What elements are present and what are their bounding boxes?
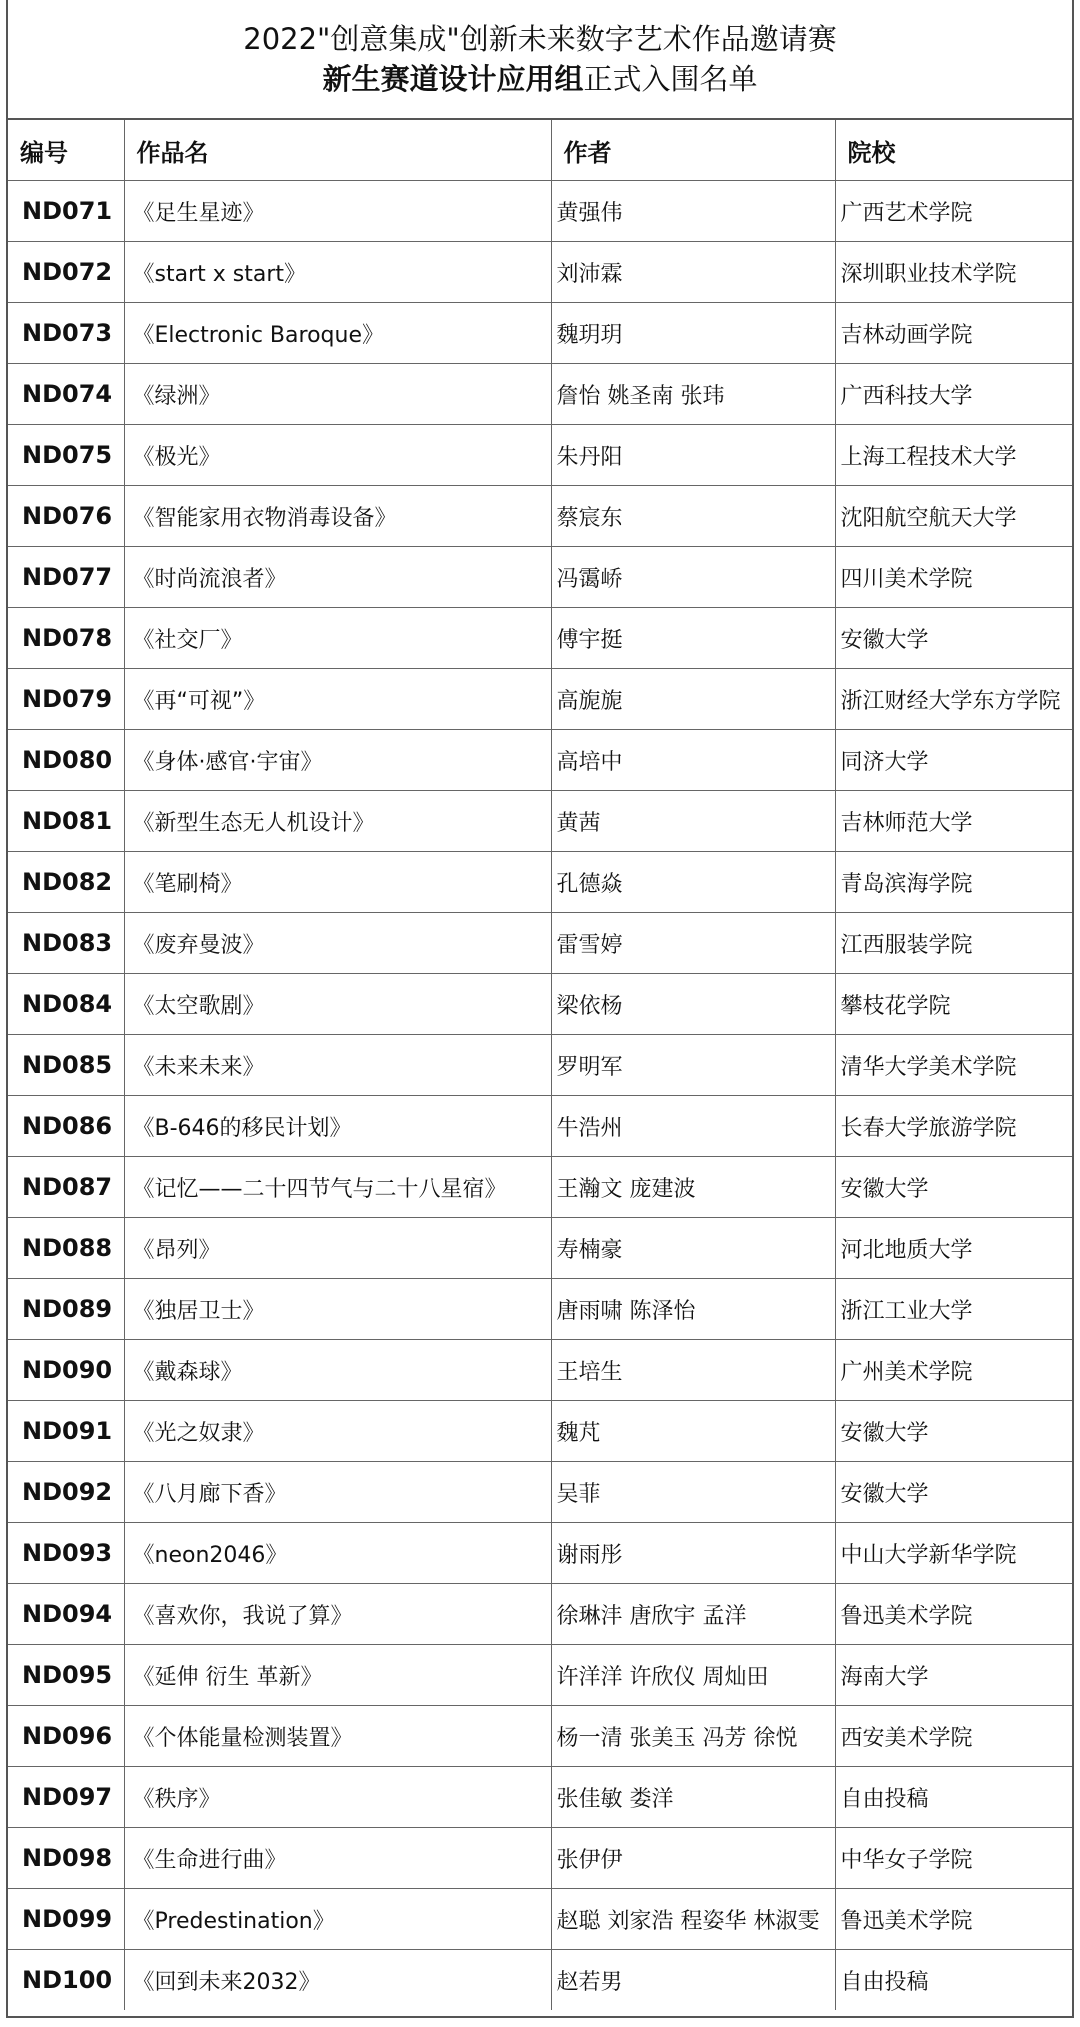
table-row [8, 1401, 1072, 1462]
author-names: 梁依杨 [551, 974, 835, 1035]
table-row [8, 181, 1072, 242]
work-name: 《足生星迹》 [124, 181, 551, 242]
work-name: 《智能家用衣物消毒设备》 [124, 486, 551, 547]
school-name: 中华女子学院 [835, 1828, 1072, 1889]
author-names: 王瀚文 庞建波 [551, 1157, 835, 1218]
table-row [8, 974, 1072, 1035]
work-name: 《独居卫士》 [124, 1279, 551, 1340]
table-row [8, 242, 1072, 303]
school-name: 自由投稿 [835, 1767, 1072, 1828]
work-id: ND094 [8, 1584, 124, 1645]
work-id: ND095 [8, 1645, 124, 1706]
school-name: 中山大学新华学院 [835, 1523, 1072, 1584]
work-name: 《喜欢你，我说了算》 [124, 1584, 551, 1645]
school-name: 沈阳航空航天大学 [835, 486, 1072, 547]
table-row [8, 547, 1072, 608]
work-name: 《废弃曼波》 [124, 913, 551, 974]
work-id: ND090 [8, 1340, 124, 1401]
school-name: 江西服装学院 [835, 913, 1072, 974]
work-id: ND092 [8, 1462, 124, 1523]
work-id: ND086 [8, 1096, 124, 1157]
school-name: 清华大学美术学院 [835, 1035, 1072, 1096]
author-names: 谢雨彤 [551, 1523, 835, 1584]
header-work-name: 作品名 [124, 120, 551, 181]
work-id: ND077 [8, 547, 124, 608]
author-names: 冯霭峤 [551, 547, 835, 608]
work-name: 《Predestination》 [124, 1889, 551, 1950]
table-row [8, 1279, 1072, 1340]
author-names: 杨一清 张美玉 冯芳 徐悦 [551, 1706, 835, 1767]
work-id: ND081 [8, 791, 124, 852]
school-name: 西安美术学院 [835, 1706, 1072, 1767]
table-row [8, 1950, 1072, 2011]
work-name: 《时尚流浪者》 [124, 547, 551, 608]
school-name: 浙江工业大学 [835, 1279, 1072, 1340]
author-names: 牛浩州 [551, 1096, 835, 1157]
work-name: 《生命进行曲》 [124, 1828, 551, 1889]
school-name: 鲁迅美术学院 [835, 1889, 1072, 1950]
school-name: 四川美术学院 [835, 547, 1072, 608]
author-names: 黄茜 [551, 791, 835, 852]
table-row [8, 791, 1072, 852]
work-id: ND083 [8, 913, 124, 974]
author-names: 高旎旎 [551, 669, 835, 730]
work-name: 《回到未来2032》 [124, 1950, 551, 2011]
school-name: 安徽大学 [835, 1462, 1072, 1523]
work-id: ND084 [8, 974, 124, 1035]
school-name: 广州美术学院 [835, 1340, 1072, 1401]
work-name: 《新型生态无人机设计》 [124, 791, 551, 852]
table-row [8, 1157, 1072, 1218]
school-name: 上海工程技术大学 [835, 425, 1072, 486]
table-row [8, 1706, 1072, 1767]
work-name: 《昂列》 [124, 1218, 551, 1279]
work-name: 《极光》 [124, 425, 551, 486]
work-id: ND075 [8, 425, 124, 486]
work-id: ND073 [8, 303, 124, 364]
author-names: 刘沛霖 [551, 242, 835, 303]
header-school: 院校 [835, 120, 1072, 181]
author-names: 罗明军 [551, 1035, 835, 1096]
school-name: 安徽大学 [835, 608, 1072, 669]
work-id: ND099 [8, 1889, 124, 1950]
table-row [8, 852, 1072, 913]
author-names: 唐雨啸 陈泽怡 [551, 1279, 835, 1340]
work-id: ND082 [8, 852, 124, 913]
work-id: ND093 [8, 1523, 124, 1584]
work-id: ND074 [8, 364, 124, 425]
author-names: 魏芃 [551, 1401, 835, 1462]
work-id: ND097 [8, 1767, 124, 1828]
work-id: ND078 [8, 608, 124, 669]
table-row [8, 1035, 1072, 1096]
table-row [8, 1096, 1072, 1157]
author-names: 张佳敏 娄洋 [551, 1767, 835, 1828]
work-id: ND072 [8, 242, 124, 303]
work-name: 《秩序》 [124, 1767, 551, 1828]
school-name: 安徽大学 [835, 1157, 1072, 1218]
author-names: 高培中 [551, 730, 835, 791]
author-names: 朱丹阳 [551, 425, 835, 486]
work-name: 《记忆——二十四节气与二十八星宿》 [124, 1157, 551, 1218]
work-name: 《个体能量检测装置》 [124, 1706, 551, 1767]
work-name: 《B-646的移民计划》 [124, 1096, 551, 1157]
work-id: ND080 [8, 730, 124, 791]
table-body [8, 181, 1072, 2011]
work-name: 《戴森球》 [124, 1340, 551, 1401]
school-name: 广西科技大学 [835, 364, 1072, 425]
work-name: 《neon2046》 [124, 1523, 551, 1584]
school-name: 鲁迅美术学院 [835, 1584, 1072, 1645]
table-row [8, 1218, 1072, 1279]
school-name: 海南大学 [835, 1645, 1072, 1706]
table-row [8, 1645, 1072, 1706]
table-row [8, 1340, 1072, 1401]
school-name: 自由投稿 [835, 1950, 1072, 2011]
author-names: 王培生 [551, 1340, 835, 1401]
list-subtitle [322, 59, 757, 99]
work-id: ND091 [8, 1401, 124, 1462]
table-row [8, 608, 1072, 669]
table-row [8, 425, 1072, 486]
author-names: 詹怡 姚圣南 张玮 [551, 364, 835, 425]
table-row [8, 486, 1072, 547]
table-row [8, 669, 1072, 730]
school-name: 广西艺术学院 [835, 181, 1072, 242]
table-row [8, 1889, 1072, 1950]
author-names: 孔德焱 [551, 852, 835, 913]
header-id: 编号 [8, 120, 124, 181]
group-name: 新生赛道设计应用组 [322, 62, 584, 96]
author-names: 张伊伊 [551, 1828, 835, 1889]
work-name: 《太空歌剧》 [124, 974, 551, 1035]
school-name: 吉林师范大学 [835, 791, 1072, 852]
work-name: 《绿洲》 [124, 364, 551, 425]
author-names: 许洋洋 许欣仪 周灿田 [551, 1645, 835, 1706]
author-names: 赵聪 刘家浩 程姿华 林淑雯 [551, 1889, 835, 1950]
work-name: 《光之奴隶》 [124, 1401, 551, 1462]
work-id: ND096 [8, 1706, 124, 1767]
table-row [8, 1523, 1072, 1584]
table-header-row [8, 120, 1072, 181]
nominee-table [8, 120, 1072, 2010]
author-names: 蔡宸东 [551, 486, 835, 547]
work-id: ND085 [8, 1035, 124, 1096]
table-row [8, 1767, 1072, 1828]
header-author: 作者 [551, 120, 835, 181]
author-names: 赵若男 [551, 1950, 835, 2011]
list-type: 正式入围名单 [583, 62, 758, 96]
work-name: 《八月廊下香》 [124, 1462, 551, 1523]
work-id: ND100 [8, 1950, 124, 2011]
work-id: ND087 [8, 1157, 124, 1218]
work-name: 《未来未来》 [124, 1035, 551, 1096]
author-names: 寿楠豪 [551, 1218, 835, 1279]
school-name: 安徽大学 [835, 1401, 1072, 1462]
work-id: ND071 [8, 181, 124, 242]
work-id: ND076 [8, 486, 124, 547]
work-id: ND098 [8, 1828, 124, 1889]
school-name: 攀枝花学院 [835, 974, 1072, 1035]
work-id: ND088 [8, 1218, 124, 1279]
author-names: 吴菲 [551, 1462, 835, 1523]
table-row [8, 1584, 1072, 1645]
work-name: 《start x start》 [124, 242, 551, 303]
school-name: 吉林动画学院 [835, 303, 1072, 364]
table-row [8, 1462, 1072, 1523]
school-name: 长春大学旅游学院 [835, 1096, 1072, 1157]
school-name: 河北地质大学 [835, 1218, 1072, 1279]
nominee-list-sheet [6, 0, 1074, 2018]
author-names: 魏玥玥 [551, 303, 835, 364]
table-row [8, 913, 1072, 974]
author-names: 雷雪婷 [551, 913, 835, 974]
work-name: 《Electronic Baroque》 [124, 303, 551, 364]
table-row [8, 303, 1072, 364]
work-id: ND089 [8, 1279, 124, 1340]
work-name: 《延伸 衍生 革新》 [124, 1645, 551, 1706]
school-name: 深圳职业技术学院 [835, 242, 1072, 303]
table-row [8, 730, 1072, 791]
work-name: 《笔刷椅》 [124, 852, 551, 913]
work-name: 《身体·感官·宇宙》 [124, 730, 551, 791]
author-names: 徐琳沣 唐欣宇 孟洋 [551, 1584, 835, 1645]
school-name: 青岛滨海学院 [835, 852, 1072, 913]
school-name: 浙江财经大学东方学院 [835, 669, 1072, 730]
work-name: 《再“可视”》 [124, 669, 551, 730]
author-names: 黄强伟 [551, 181, 835, 242]
competition-title: 2022"创意集成"创新未来数字艺术作品邀请赛 [243, 22, 837, 56]
table-row [8, 1828, 1072, 1889]
title-block [8, 0, 1072, 120]
work-id: ND079 [8, 669, 124, 730]
author-names: 傅宇挺 [551, 608, 835, 669]
work-name: 《社交厂》 [124, 608, 551, 669]
table-row [8, 364, 1072, 425]
school-name: 同济大学 [835, 730, 1072, 791]
